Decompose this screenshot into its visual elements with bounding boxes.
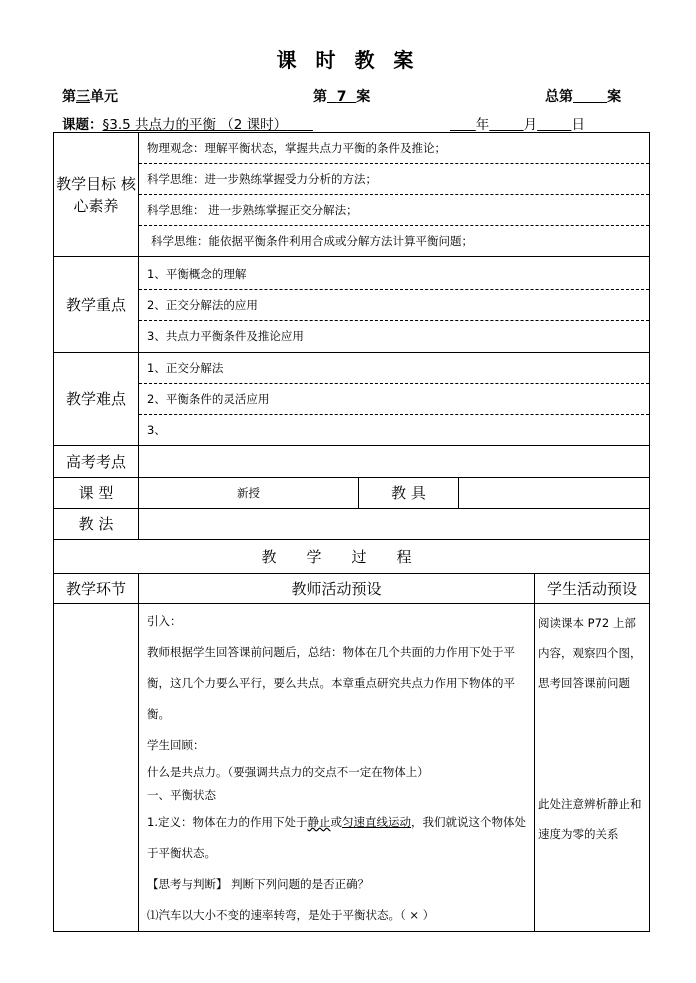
difficulties-list [139,353,650,446]
goal-item: 科学思维：进一步熟练掌握受力分析的方法； [139,164,649,195]
think-prompt: 【思考与判断】 判断下列问题的是否正确？ [147,877,370,891]
key-point-item: 1、平衡概念的理解 [139,259,649,290]
process-title: 教学过程 [54,540,650,574]
intro-summary: 教师根据学生回答课前问题后，总结：物体在几个共面的力作用下处于平衡，这几个力要么平行，要么共点。本章重点研究共点力作用下物体的平衡。 [147,645,515,721]
goal-item: 物理观念：理解平衡状态，掌握共点力平衡的条件及推论； [139,133,649,164]
key-point-item: 2、正交分解法的应用 [139,290,649,321]
review-heading: 学生回顾： [147,738,205,752]
key-point-item: 3、共点力平衡条件及推论应用 [147,328,304,343]
student-activity-cell [535,604,650,932]
review-question: 什么是共点力。（要强调共点力的交点不一定在物体上） [147,765,429,779]
process-col-student: 学生活动预设 [535,574,650,604]
difficulty-item: 1、正交分解法 [139,353,649,384]
method-value [139,509,650,540]
section-heading: 一、平衡状态 [147,788,216,802]
goal-item: 科学思维： 进一步熟练掌握正交分解法； [139,195,649,226]
goals-list [139,133,650,257]
process-col-teacher: 教师活动预设 [139,574,535,604]
judge-item: ⑴汽车以大小不变的速率转弯，是处于平衡状态。（ × ） [147,908,435,922]
method-label: 教 法 [54,509,139,540]
key-points-label: 教学重点 [54,257,139,353]
page-title: 课 时 教 案 [276,48,420,72]
intro-heading: 引入： [147,614,182,628]
difficulty-item: 3、 [147,423,166,437]
difficulties-label: 教学难点 [54,353,139,446]
teacher-activity-cell [139,604,535,932]
course-type-label: 课 型 [54,478,139,509]
goals-label: 教学目标 核心素养 [54,133,139,257]
date-line: 年 月 日 [475,117,585,133]
unit-field: 第三单元 [62,89,118,105]
total-lesson-field: 总第 案 [545,89,622,105]
exam-points-value [139,446,650,478]
key-points-list [139,257,650,353]
teaching-tools-label: 教 具 [359,478,459,509]
goal-item: 科学思维：能依据平衡条件利用合成或分解方法计算平衡问题； [151,234,473,248]
course-type-value: 新授 [139,478,359,509]
lesson-plan-table [53,132,650,932]
teaching-tools-value [459,478,650,509]
difficulty-item: 2、平衡条件的灵活应用 [139,384,649,415]
student-activity-2: 此处注意辨析静止和速度为零的关系 [538,797,642,841]
topic-line: 课题：§3.5 共点力的平衡 （2 课时） [62,117,288,133]
exam-points-label: 高考考点 [54,446,139,478]
definition-text: 1.定义：物体在力的作用下处于静止或匀速直线运动，我们就说这个物体处于平衡状态。 [147,815,526,860]
process-stage-cell [54,604,139,932]
lesson-number-field: 第 7 案 [313,89,371,105]
process-col-stage: 教学环节 [54,574,139,604]
student-activity-1: 阅读课本 P72 上部内容，观察四个图，思考回答课前问题 [538,616,642,690]
